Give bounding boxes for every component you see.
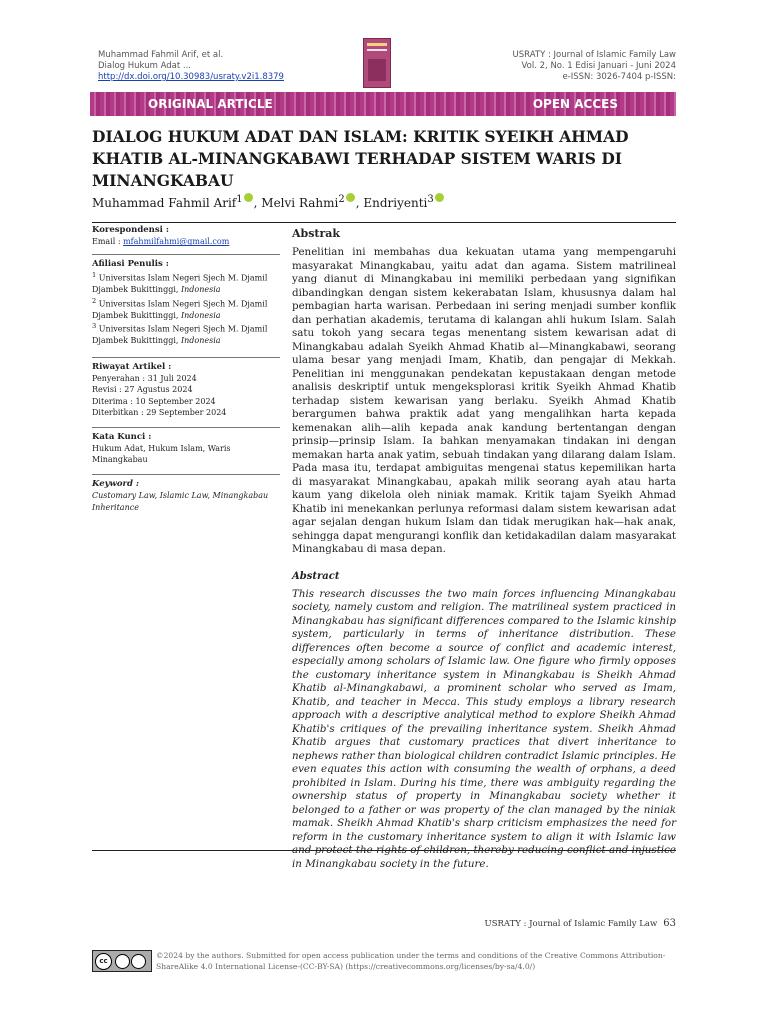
abstract-column (292, 225, 676, 871)
email-link[interactable]: mfahmilfahmi@gmail.com (123, 237, 230, 247)
abstract-heading: Abstract (292, 570, 340, 582)
korespondensi-heading: Korespondensi : (92, 225, 169, 235)
riwayat-item: Diterbitkan : 29 September 2024 (92, 408, 227, 418)
journal-volume: Vol. 2, No. 1 Edisi Januari - Juni 2024 (521, 61, 676, 71)
email-line: Email : mfahmilfahmi@gmail.com (92, 237, 230, 247)
running-header-right (513, 50, 676, 83)
kata-kunci-heading: Kata Kunci : (92, 431, 152, 442)
sa-icon (131, 954, 146, 969)
riwayat-item: Revisi : 27 Agustus 2024 (92, 385, 193, 395)
cc-icon: cc (95, 953, 112, 970)
riwayat-item: Diterima : 10 September 2024 (92, 396, 216, 406)
orcid-icon[interactable] (435, 193, 444, 202)
afiliasi-item: $^1$ Universitas Islam Negeri Sjech M. Djamil Djambek Bukittinggi, Indonesia (92, 271, 268, 295)
top-divider (92, 222, 676, 223)
article-info-sidebar (92, 225, 280, 513)
riwayat-item: Penyerahan : 31 Juli 2024 (92, 374, 197, 384)
abstrak-heading: Abstrak (292, 227, 341, 240)
riwayat-heading: Riwayat Artikel : (92, 361, 172, 372)
orcid-icon[interactable] (244, 193, 253, 202)
article-title: DIALOG HUKUM ADAT DAN ISLAM: KRITIK SYEIKH AHMAD KHATIB AL-MINANGKABAWI TERHADAP SISTEM WARIS DI MINANGKABAU (92, 127, 629, 190)
afiliasi-item: $^2$ Universitas Islam Negeri Sjech M. Djamil Djambek Bukittinggi, Indonesia (92, 296, 268, 320)
bottom-divider (92, 850, 676, 851)
license-text: ©2024 by the authors. Submitted for open access publication under the terms and conditions of the Creative Commons Attribution-ShareAlike 4.0 International License-(CC-BY-SA) (https://creativecommons.org/licenses/by-sa/4.0/) (156, 951, 666, 971)
journal-name: USRATY : Journal of Islamic Family Law (512, 50, 676, 60)
page-footer (485, 918, 676, 929)
author-name: Endriyenti (363, 196, 428, 210)
author-name: Muhammad Fahmil Arif (92, 196, 237, 210)
header-short-title: Dialog Hukum Adat ... (98, 61, 191, 71)
orcid-icon[interactable] (346, 193, 355, 202)
afiliasi-item: $^3$ Universitas Islam Negeri Sjech M. Djamil Djambek Bukittinggi, Indonesia (92, 322, 268, 346)
journal-issn: e-ISSN: 3026-7404 p-ISSN: (562, 72, 676, 82)
afiliasi-heading: Afiliasi Penulis : (92, 258, 169, 269)
kata-kunci-text: Hukum Adat, Hukum Islam, Waris Minangkabau (92, 444, 231, 465)
by-icon (115, 954, 130, 969)
abstrak-text: Penelitian ini membahas dua kekuatan utama yang mempengaruhi masyarakat Minangkabau, yaitu adat dan agama. Sistem matrilineal yang dianut di Minangkabau ini memiliki perbedaan yang signifikan dibandingkan dengan sistem kekerabatan Islam, khususnya dalam hal pembagian harta warisan. Perbedaan ini sering menjadi sumber konflik dan perhatian akademis, terutama di kalangan ahli hukum Islam. Salah satu tokoh yang secara tegas menentang sistem kewarisan adat di Minangkabau adalah Syeikh Ahmad Khatib al—Minangkabawi, seorang ulama besar yang menjadi Imam, Khatib, dan pengajar di Mekkah. Penelitian ini menggunakan pendekatan kepustakaan dengan metode analisis deskriptif untuk mengeksplorasi kritik Syeikh Ahmad Khatib terhadap sistem kewarisan yang berlaku. Syeikh Ahmad Khatib berargumen bahwa praktik adat yang mengalihkan harta kepada kemenakan alih—alih kepada anak kandung bertentangan dengan prinsip—prinsip Islam. Ia bahkan menyamakan tindakan ini dengan memakan harta anak yatim, sebuah tindakan yang dilarang dalam Islam. Pada masa itu, terdapat ambiguitas mengenai status kepemilikan harta di masyarakat Minangkabau, apakah milik seorang ayah atau harta kaum yang dikelola oleh niniak mamak. Kritik tajam Syeikh Ahmad Khatib ini menekankan perlunya reformasi dalam sistem kewarisan adat agar sejalan dengan hukum Islam dan tidak merugikan hak—hak anak, sehingga dapat mengurangi konflik dan ketidakadilan dalam masyarakat Minangkabau di masa depan. (292, 246, 676, 555)
keyword-text: Customary Law, Islamic Law, Minangkabau Inheritance (92, 491, 269, 512)
author-list: Muhammad Fahmil Arif$^1$ , Melvi Rahmi$^2$ , Endriyenti$^3$ (92, 193, 445, 210)
running-header-left (98, 50, 284, 83)
cc-license-badge[interactable] (92, 950, 152, 972)
journal-cover-thumbnail (363, 38, 391, 88)
abstract-text: This research discusses the two main forces influencing Minangkabau society, namely custom and religion. The matrilineal system practiced in Minangkabau has significant differences compared to the Islamic kinship system, particularly in terms of inheritance distribution. These differences often become a source of conflict and academic interest, especially among scholars of Islamic law. One figure who firmly opposes the customary inheritance system in Minangkabau is Sheikh Ahmad Khatib al-Minangkabawi, a prominent scholar who served as Imam, Khatib, and teacher in Mecca. This study employs a library research approach with a descriptive analytical method to explore Sheikh Ahmad Khatib's critiques of the prevailing inheritance system. Sheikh Ahmad Khatib argues that customary practices that divert inheritance to nephews rather than biological children contradict Islamic principles. He even equates this action with consuming the wealth of orphans, a deed prohibited in Islam. During his time, there was ambiguity regarding the ownership status of property in Minangkabau society whether it belonged to a father or was property of the clan managed by the niniak mamak. Sheikh Ahmad Khatib's sharp criticism emphasizes the need for reform in the customary inheritance system to align it with Islamic law and protect the rights of children, thereby reducing conflict and injustice in Minangkabau society in the future. (292, 587, 676, 870)
keyword-heading: Keyword : (92, 478, 140, 489)
article-type-banner (90, 92, 676, 116)
open-access-label: OPEN ACCES (532, 97, 618, 111)
header-authors: Muhammad Fahmil Arif, et al. (98, 50, 224, 60)
original-article-label: ORIGINAL ARTICLE (148, 97, 273, 111)
footer-journal: USRATY : Journal of Islamic Family Law (484, 919, 658, 929)
author-name: Melvi Rahmi (261, 196, 339, 210)
page-number: 63 (663, 918, 676, 929)
doi-link[interactable]: http://dx.doi.org/10.30983/usraty.v2i1.8379 (98, 72, 284, 82)
